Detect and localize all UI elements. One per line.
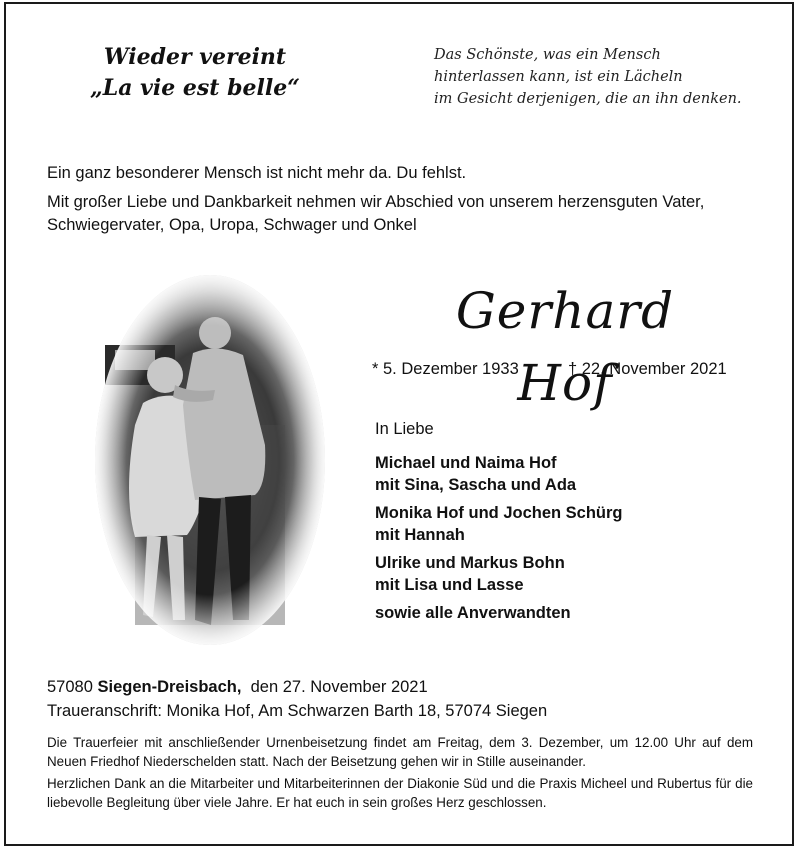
postcode: 57080 bbox=[47, 678, 93, 696]
intro-paragraph: Mit großer Liebe und Dankbarkeit nehmen wir Abschied von unserem herzensguten Vater, Schwiegervater, Opa, Uropa, Schwager und Onkel bbox=[47, 193, 705, 234]
motto-line: „La vie est belle“ bbox=[90, 75, 300, 101]
family-group bbox=[375, 602, 705, 624]
motto-line: Wieder vereint bbox=[103, 44, 287, 70]
funeral-note: Die Trauerfeier mit anschließender Urnenbeisetzung findet am Freitag, dem 3. Dezember, um 12.00 Uhr auf dem Neuen Friedhof Niederschelden statt. Nach der Beisetzung gehen wir in Stille auseinander. bbox=[47, 735, 753, 769]
family-line: sowie alle Anverwandten bbox=[375, 604, 571, 622]
notice-date: den 27. November 2021 bbox=[250, 678, 428, 696]
quote-line: Das Schönste, was ein Mensch bbox=[434, 47, 661, 63]
intro-text bbox=[47, 162, 767, 243]
place-date-line bbox=[47, 676, 428, 698]
family-line: mit Hannah bbox=[375, 526, 465, 544]
in-liebe: In Liebe bbox=[375, 420, 434, 438]
family-group bbox=[375, 502, 705, 546]
mourners bbox=[375, 418, 705, 630]
deceased-name: Gerhard Hof bbox=[455, 282, 675, 412]
intro-line: Ein ganz besonderer Mensch ist nicht mehr da. Du fehlst. bbox=[47, 164, 467, 182]
quote-line: im Gesicht derjenigen, die an ihn denken. bbox=[434, 91, 742, 107]
family-line: Ulrike und Markus Bohn bbox=[375, 554, 565, 572]
family-line: mit Sina, Sascha und Ada bbox=[375, 476, 577, 494]
family-line: Monika Hof und Jochen Schürg bbox=[375, 504, 623, 522]
birth-date: * 5. Dezember 1933 bbox=[372, 360, 519, 378]
family-line: mit Lisa und Lasse bbox=[375, 576, 524, 594]
couple-photo bbox=[95, 275, 325, 645]
death-date: † 22. November 2021 bbox=[568, 360, 727, 378]
quote bbox=[434, 44, 764, 110]
motto bbox=[80, 42, 310, 104]
quote-line: hinterlassen kann, ist ein Lächeln bbox=[434, 69, 683, 85]
mourning-address: Traueranschrift: Monika Hof, Am Schwarzen Barth 18, 57074 Siegen bbox=[47, 702, 548, 720]
place: Siegen-Dreisbach, bbox=[97, 678, 242, 696]
family-line: Michael und Naima Hof bbox=[375, 454, 557, 472]
family-group bbox=[375, 452, 705, 496]
family-group bbox=[375, 552, 705, 596]
thanks-note: Herzlichen Dank an die Mitarbeiter und Mitarbeiterinnen der Diakonie Süd und die Praxis Micheel und Rubertus für die liebevolle Begleitung über viele Jahre. Er hat euch in sein großes Herz geschlossen. bbox=[47, 776, 753, 810]
